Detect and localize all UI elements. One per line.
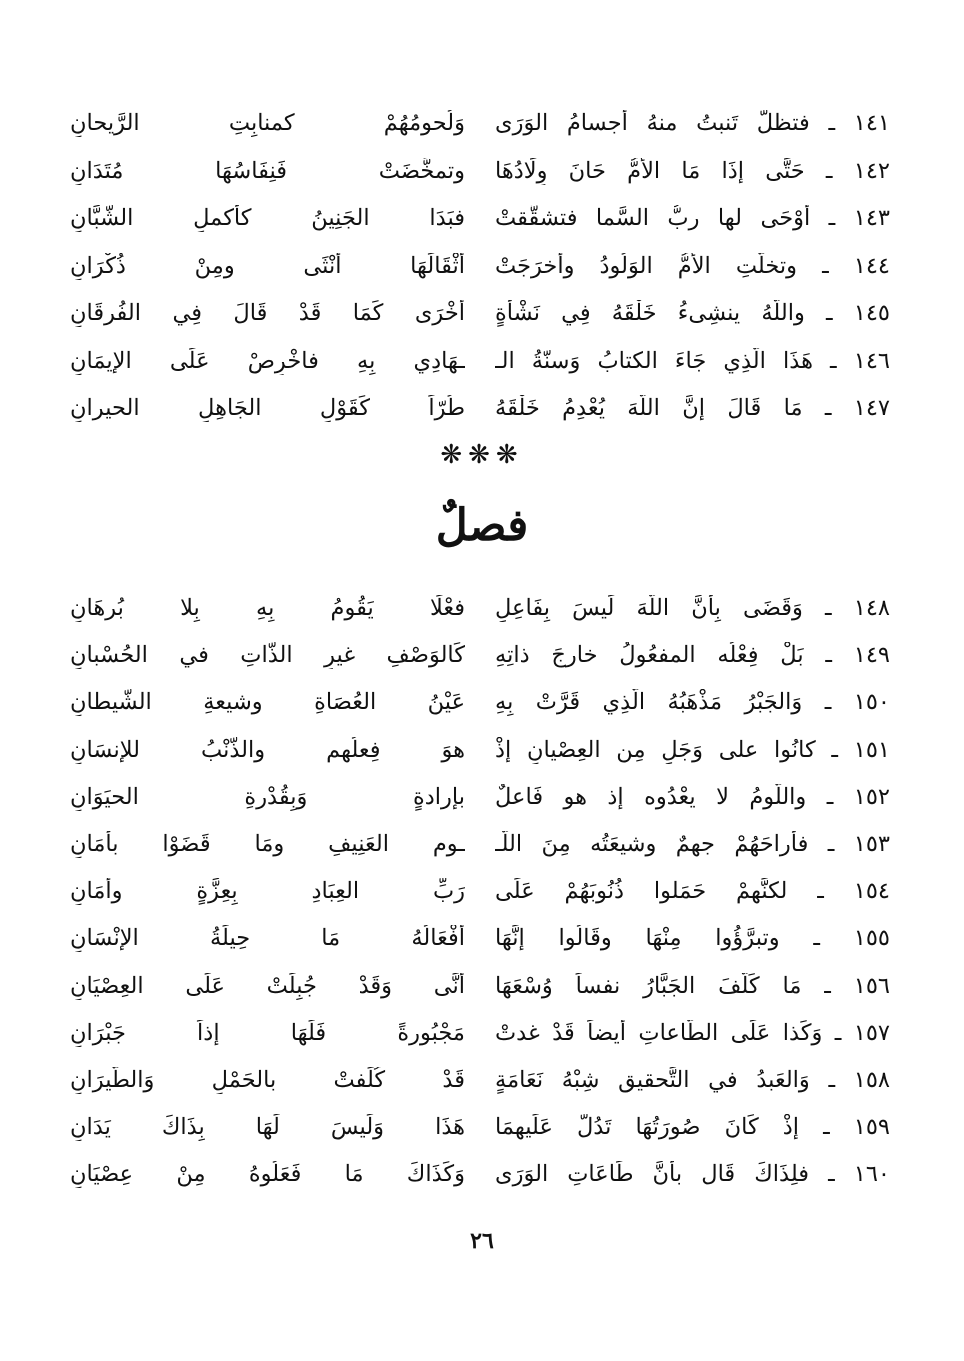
verse-line xyxy=(70,632,890,679)
verse-line xyxy=(70,243,890,291)
second-hemistich: قَدْ كُلِّفتْ بالحَمْلِ وَالطَّيرَانِ xyxy=(70,1066,465,1093)
first-hemistich: ١٥٤ ـ لكنَّهمْ حَمَلوا ذُنُوبَهُمْ عَلَى xyxy=(495,878,890,905)
first-hemistich: ١٤٩ ـ بَلْ فِعْلُه المفعُولُ خارجَ ذاتِهِ xyxy=(495,642,890,669)
verse-line xyxy=(70,821,890,868)
page-number: ٢٦ xyxy=(470,1228,494,1254)
first-hemistich: ١٤٦ ـ هَذَا الَّذِي جَاءَ الكتابُ وَسنّةُ الـ xyxy=(495,347,890,374)
first-hemistich: ١٥٢ ـ واللّومُ لا يعْدُوه إذ هو فَاعلٌ xyxy=(495,783,890,810)
first-hemistich: ١٤٨ ـ وَقَضَى بِأنَّ اللّهَ لَيسَ بِفَاعِلٍ xyxy=(495,595,890,622)
verse-line xyxy=(70,100,890,148)
second-hemistich: وَكَذَاكَ مَا فَعَلُوهُ مِنْ عِصْيَانِ xyxy=(70,1161,465,1188)
second-hemistich: هوَ فِعلُهم والذَّنْبُ للإنسَانِ xyxy=(70,736,465,763)
second-hemistich: هَذَا وَلَيسَ لَهَا بِذَاكَ يَدَانِ xyxy=(70,1114,465,1141)
second-hemistich: أخْرَى كَمَا قَدْ قَالَ فِي الفُرقَانِ xyxy=(70,300,465,327)
second-hemistich: كَالوَصْفِ غيرِ الذَّاتِ في الحُسْبانِ xyxy=(70,642,465,669)
second-hemistich: مَجْبُورةً فَلَهَا إذاً جَبْرَانِ xyxy=(70,1019,465,1046)
first-hemistich: ١٦٠ ـ فلِذَاكَ قَال بأنَّ طَاعَاتِ الوَرَى xyxy=(495,1161,890,1188)
second-hemistich: عَيْنُ العُصَاةِ وشيعةِ الشَّيطانِ xyxy=(70,689,465,716)
second-hemistich: أثْقَالَهَا أُنْثَى ومِنْ ذُكْرَانِ xyxy=(70,252,465,279)
verse-line xyxy=(70,1151,890,1198)
poem-stanza-2 xyxy=(70,585,890,1198)
first-hemistich: ١٥٧ ـ وَكَذا عَلَى الطَّاعاتِ أيضاً قَدْ غدتْ xyxy=(495,1019,890,1046)
verse-line xyxy=(70,727,890,774)
second-hemistich: رَبِّ العِبَادِ بِعِزَّةٍ وأمَانِ xyxy=(70,878,465,905)
second-hemistich: ـومِ العَنِيفِ ومَا قَضَوْا بأمَانِ xyxy=(70,831,465,858)
verse-line xyxy=(70,290,890,338)
verse-line xyxy=(70,338,890,386)
first-hemistich: ١٤٢ ـ حَتَّى إذَا مَا الأمُّ حَانَ وِلَادُهَا xyxy=(495,157,890,184)
section-heading: فصلٌ xyxy=(435,500,529,551)
second-hemistich: بإرادةٍ وَبِقُدْرةِ الحيَوَانِ xyxy=(70,783,465,810)
first-hemistich: ١٥٠ ـ وَالجَبْرُ مَذْهَبُهُ الَّذِي قَرَّتْ بِهِ xyxy=(495,689,890,716)
first-hemistich: ١٥٣ ـ فأراحَهُمْ جهمٌ وشيعَتُه مِنَ اللّـ xyxy=(495,831,890,858)
verse-line xyxy=(70,868,890,915)
second-hemistich: فبَدَا الجَنِينُ كأكملِ الشُّبَّانِ xyxy=(70,205,465,232)
poem-stanza-1 xyxy=(70,100,890,433)
first-hemistich: ١٥٨ ـ وَالعَبدُ في التَّحقيقِ شِبْهُ نَعَامَةٍ xyxy=(495,1066,890,1093)
second-hemistich: وتمخَّضَتْ فَنِفَاسُهَا مُتَدَانِ xyxy=(70,157,465,184)
verse-line xyxy=(70,385,890,433)
verse-line xyxy=(70,195,890,243)
verse-line xyxy=(70,915,890,962)
verse-line xyxy=(70,148,890,196)
first-hemistich: ١٥٦ ـ مَا كَلَّفَ الجَبَّارُ نفساً وُسْعَهَا xyxy=(495,972,890,999)
second-hemistich: فعْلًا يَقُومُ بِهِ بِلا بُرهَانِ xyxy=(70,595,465,622)
second-hemistich: ـهَادِي بِهِ فاخْرِصْ عَلَى الإيمَانِ xyxy=(70,347,465,374)
first-hemistich: ١٤٥ ـ واللّهُ ينشِىءُ خَلْقَهُ فِي نَشْأةٍ xyxy=(495,300,890,327)
first-hemistich: ١٤١ ـ فتظلُّ تَنبتُ منهُ أجسامُ الوَرَى xyxy=(495,110,890,137)
first-hemistich: ١٤٤ ـ وتخلَّتِ الأمُّ الوَلُودُ وأخرَجَتْ xyxy=(495,252,890,279)
second-hemistich: طُرّاً كَقَوْلِ الجَاهِلِ الحيرانِ xyxy=(70,395,465,422)
verse-line xyxy=(70,774,890,821)
verse-line xyxy=(70,679,890,726)
first-hemistich: ١٤٣ ـ أوْحَى لها ربُّ السَّما فتشقَّقتْ xyxy=(495,205,890,232)
second-hemistich: أفْعَالُهُ مَا حِيلَةُ الإنْسَانِ xyxy=(70,925,465,952)
second-hemistich: أنَّى وَقَدْ جُبِلَتْ عَلَى العِصْيَانِ xyxy=(70,972,465,999)
first-hemistich: ١٤٧ ـ مَا قَالَ إنَّ اللّهَ يُعْدِمُ خَلْقَهُ xyxy=(495,395,890,422)
verse-line xyxy=(70,1057,890,1104)
section-separator: ❋❋❋ xyxy=(440,440,524,470)
second-hemistich: وَلُحومُهُمْ كمنابِتِ الرَّيحانِ xyxy=(70,110,465,137)
verse-line xyxy=(70,963,890,1010)
first-hemistich: ١٥١ ـ كانُوا على وَجَلٍ مِن العِصْيانِ إذْ xyxy=(495,736,890,763)
verse-line xyxy=(70,585,890,632)
verse-line xyxy=(70,1104,890,1151)
first-hemistich: ١٥٩ ـ إذْ كَانَ صُورَتُهَا تَدُلُّ عَلَيهِمَا xyxy=(495,1114,890,1141)
verse-line xyxy=(70,1010,890,1057)
first-hemistich: ١٥٥ ـ وتبرَّؤُوا مِنْهَا وقَالُوا إنَّهَا xyxy=(495,925,890,952)
